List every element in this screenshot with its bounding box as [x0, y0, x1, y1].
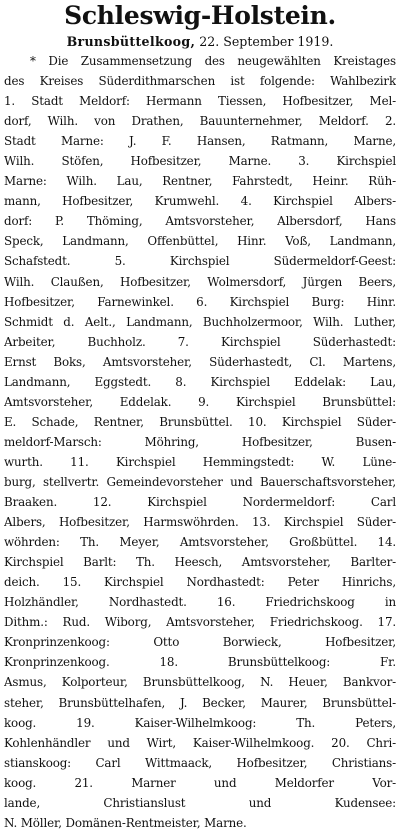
dateline-date: 22. September 1919.	[199, 34, 334, 49]
article-line: Kirchspiel Barlt: Th. Heesch, Amtsvorsteher, Barlter-	[4, 555, 396, 570]
article-line: N. Möller, Domänen-Rentmeister, Marne.	[4, 815, 247, 830]
article-line: lande, Christianslust und Kudensee:	[4, 795, 396, 810]
article-line: dorf, Wilh. von Drathen, Bauunternehmer, Meldorf. 2.	[4, 114, 396, 129]
article-line: Asmus, Kolporteur, Brunsbüttelkoog, N. Heuer, Bankvor-	[4, 675, 396, 690]
article-line: Braaken. 12. Kirchspiel Nordermeldorf: Carl	[4, 495, 396, 510]
article-line: dorf: P. Thöming, Amtsvorsteher, Albersdorf, Hans	[4, 214, 396, 229]
article-line: Kronprinzenkoog. 18. Brunsbüttelkoog: Fr.	[4, 655, 396, 670]
article-line: Ernst Boks, Amtsvorsteher, Süderhastedt, Cl. Martens,	[4, 354, 396, 369]
article-line: wurth. 11. Kirchspiel Hemmingstedt: W. Lüne-	[4, 454, 396, 469]
article-line: steher, Brunsbüttelhafen, J. Becker, Maurer, Brunsbüttel-	[4, 695, 396, 710]
article-line: deich. 15. Kirchspiel Nordhastedt: Peter Hinrichs,	[4, 575, 396, 590]
article-line: E. Schade, Rentner, Brunsbüttel. 10. Kirchspiel Süder-	[4, 414, 396, 429]
dateline-place: Brunsbüttelkoog,	[66, 34, 196, 49]
article-line: Speck, Landmann, Offenbüttel, Hinr. Voß, Landmann,	[4, 234, 396, 249]
article-line: koog. 19. Kaiser-Wilhelmkoog: Th. Peters,	[4, 715, 396, 730]
article-line: Holzhändler, Nordhastedt. 16. Friedrichskoog in	[4, 595, 396, 610]
article-line: des Kreises Süderdithmarschen ist folgende: Wahlbezirk	[4, 74, 396, 89]
article-line: stianskoog: Carl Wittmaack, Hofbesitzer, Christians-	[4, 755, 396, 770]
article-line: Wilh. Claußen, Hofbesitzer, Wolmersdorf, Jürgen Beers,	[4, 274, 396, 289]
article-line: Schmidt d. Aelt., Landmann, Buchholzermoor, Wilh. Luther,	[4, 314, 396, 329]
article-line: Albers, Hofbesitzer, Harmswöhrden. 13. Kirchspiel Süder-	[4, 515, 396, 530]
article-line: Landmann, Eggstedt. 8. Kirchspiel Eddelak: Lau,	[4, 374, 396, 389]
article-line: Stadt Marne: J. F. Hansen, Ratmann, Marne,	[4, 134, 396, 149]
article-line: Schafstedt. 5. Kirchspiel Südermeldorf-Geest:	[4, 254, 396, 269]
article-line: mann, Hofbesitzer, Krumwehl. 4. Kirchspiel Albers-	[4, 194, 396, 209]
article-line: Kohlenhändler und Wirt, Kaiser-Wilhelmkoog. 20. Chri-	[4, 735, 396, 750]
article-line: wöhrden: Th. Meyer, Amtsvorsteher, Großbüttel. 14.	[4, 535, 396, 550]
article-line: koog. 21. Marner und Meldorfer Vor-	[4, 775, 396, 790]
article-line: 1. Stadt Meldorf: Hermann Tiessen, Hofbesitzer, Mel-	[4, 94, 396, 109]
article-line: Dithm.: Rud. Wiborg, Amtsvorsteher, Friedrichskoog. 17.	[4, 615, 396, 630]
headline: Schleswig-Holstein.	[64, 1, 336, 30]
article-line: * Die Zusammensetzung des neugewählten Kreistages	[30, 54, 396, 68]
article-line: burg, stellvertr. Gemeindevorsteher und Bauerschaftsvorsteher,	[4, 474, 396, 489]
article-line: Arbeiter, Buchholz. 7. Kirchspiel Süderhastedt:	[4, 334, 396, 349]
article-line: Marne: Wilh. Lau, Rentner, Fahrstedt, Heinr. Rüh-	[4, 174, 396, 189]
article-line: meldorf-Marsch: Möhring, Hofbesitzer, Busen-	[4, 434, 396, 449]
article-line: Kronprinzenkoog: Otto Borwieck, Hofbesitzer,	[4, 635, 396, 650]
article-body	[4, 51, 396, 833]
article-line: Wilh. Stöfen, Hofbesitzer, Marne. 3. Kirchspiel	[4, 154, 396, 169]
dateline	[4, 32, 396, 51]
article-line: Hofbesitzer, Farnewinkel. 6. Kirchspiel Burg: Hinr.	[4, 294, 396, 309]
article-line: Amtsvorsteher, Eddelak. 9. Kirchspiel Brunsbüttel:	[4, 394, 396, 409]
